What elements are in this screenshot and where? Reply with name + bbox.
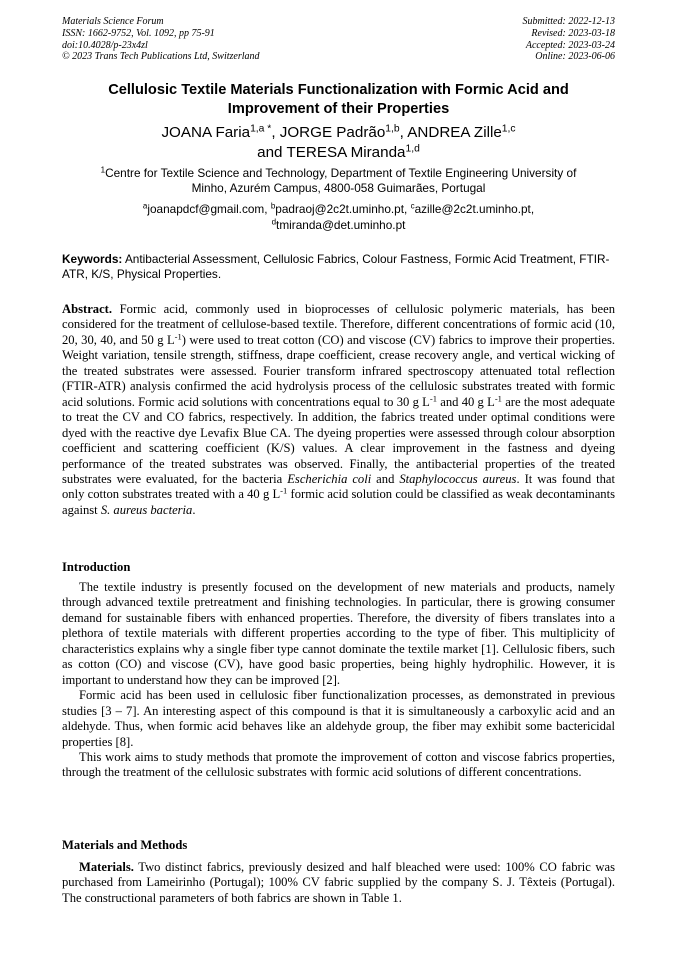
email-link[interactable]: tmiranda@det.uminho.pt	[276, 217, 406, 232]
author-list	[62, 123, 615, 162]
revised-date: Revised: 2023-03-18	[531, 27, 615, 39]
journal-name: Materials Science Forum	[62, 16, 164, 27]
materials-label: Materials.	[79, 860, 134, 874]
author-affil-mark: 1,b	[385, 123, 400, 135]
author-name: JOANA Faria	[161, 124, 251, 141]
dates-header	[523, 16, 616, 63]
journal-issn: ISSN: 1662-9752, Vol. 1092, pp 75-91	[62, 27, 215, 39]
paragraph: Formic acid has been used in cellulosic fiber functionalization processes, as demonstrated in previous studies [3 – 7]. An interesting aspect of this compound is that it is simultaneously a carboxylic acid and an aldehyde. Thus, when formic acid behaves like an aldehyde group, the fiber may exhibit some bactericidal properties [8].	[62, 688, 615, 749]
author-name: JORGE Padrão	[279, 124, 386, 141]
materials-methods-body	[62, 860, 615, 906]
accepted-date: Accepted: 2023-03-24	[525, 39, 615, 51]
authors-line-1: JOANA Faria$^{1,a *}$, JORGE Padrão$^{1,b}$, ANDREA Zille$^{1,c}$	[161, 123, 516, 141]
author-affil-mark: 1,a *	[250, 123, 272, 135]
author-name: TERESA Miranda	[286, 143, 406, 161]
copyright-notice: © 2023 Trans Tech Publications Ltd, Switzerland	[62, 51, 260, 63]
email-link[interactable]: joanapdcf@gmail.com,	[147, 202, 271, 216]
email-link[interactable]: azille@2c2t.uminho.pt,	[414, 202, 535, 216]
affiliation: $^1$Centre for Textile Science and Technology, Department of Textile Engineering University of Minho, Azurém Campus, 4800-058 Guimarães, Portugal	[100, 165, 577, 195]
introduction-heading: Introduction	[62, 560, 131, 574]
journal-header	[62, 16, 260, 63]
online-date: Online: 2023-06-06	[535, 51, 615, 63]
article-doi[interactable]: doi:10.4028/p-23x4zl	[62, 39, 148, 51]
abstract: Abstract. Formic acid, commonly used in bioprocesses of cellulosic polymeric materials, has been considered for the treatment of cellulose-based textile. Therefore, different concentrations of formic acid (10, 20, 30, 40, and 50 g $L^{-1}$) were used to treat cotton (CO) and viscose (CV) fabrics to improve their properties. Weight variation, tensile strength, stiffness, drape coefficient, crease recovery angle, and vertical wicking of the treated substrates were assessed. Fourier transform infrared spectroscopy attenuated total reflection (FTIR-ATR) analysis confirmed the acid hydrolysis process of the cellulosic substrates treated with formic acid solutions. Formic acid solutions with concentrations equal to 30 g $L^{-1}$ and 40 g $L^{-1}$ are the most adequate to treat the CV and CO fabrics, respectively. In addition, the fabrics treated under optimal conditions were dyed with the reactive dye Levafix Blue CA. The dyeing properties were assessed through colour absorption coefficient and scattering coefficient (K/S) values. A clear improvement in the fastness and dyeing performance of the treated substrates was observed. Finally, the antibacterial properties of the treated substrates were evaluated, for the bacteria Escherichia coli and Staphylococcus aureus. It was found that only cotton substrates treated with a 40 g $L^{-1}$ formic acid solution could be classified as weak decontaminants against S. aureus bacteria.	[62, 302, 615, 517]
title-line-1: Cellulosic Textile Materials Functionalization with Formic Acid and	[108, 82, 569, 98]
paper-title	[62, 81, 615, 119]
materials-methods-heading: Materials and Methods	[62, 838, 188, 852]
introduction-body	[62, 580, 615, 781]
email-link[interactable]: padraoj@2c2t.uminho.pt,	[275, 202, 411, 216]
abstract-label: Abstract.	[62, 302, 113, 316]
keywords-label: Keywords:	[62, 252, 123, 266]
author-affil-mark: 1,d	[405, 142, 420, 154]
paragraph: Materials. Two distinct fabrics, previously desized and half bleached were used: 100% CO fabric was purchased from Lameirinho (Portugal); 100% CV fabric supplied by the company S. J. Têxteis (Portugal). The constructional parameters of both fabrics are shown in Table 1.	[62, 860, 615, 905]
keywords-text: Antibacterial Assessment, Cellulosic Fabrics, Colour Fastness, Formic Acid Treatment, FTIR-ATR, K/S, Physical Properties.	[62, 252, 610, 281]
author-emails: $^a$joanapdcf@gmail.com, $^b$padraoj@2c2t.uminho.pt, $^c$azille@2c2t.uminho.pt, $^d$tmiranda@det.uminho.pt	[142, 201, 535, 232]
submitted-date: Submitted: 2022-12-13	[522, 16, 615, 27]
keywords	[62, 252, 615, 282]
authors-line-2: and TERESA Miranda$^{1,d}$	[257, 142, 420, 161]
author-affil-mark: 1,c	[501, 123, 516, 135]
title-line-2: Improvement of their Properties	[227, 101, 450, 117]
author-name: ANDREA Zille	[407, 124, 502, 141]
paragraph: This work aims to study methods that promote the improvement of cotton and viscose fabrics properties, through the treatment of the cellulosic substrates with formic acid solutions of different concentrations.	[62, 749, 615, 780]
paragraph: The textile industry is presently focused on the development of new materials and products, namely through advanced textile pretreatment and finishing technologies. In particular, there is growing consumer demand for sustainable fibers with enhanced properties. Therefore, the diversity of fibers translates into a plethora of textile materials with different properties according to the type of fiber. This multiplicity of characteristics explains why a single fiber type cannot dominate the textile market [1]. Cellulosic fibers, such as cotton (CO) and viscose (CV), have good basic properties, being highly hydrophilic. However, it is important to understand how they can be improved [2].	[62, 580, 615, 687]
